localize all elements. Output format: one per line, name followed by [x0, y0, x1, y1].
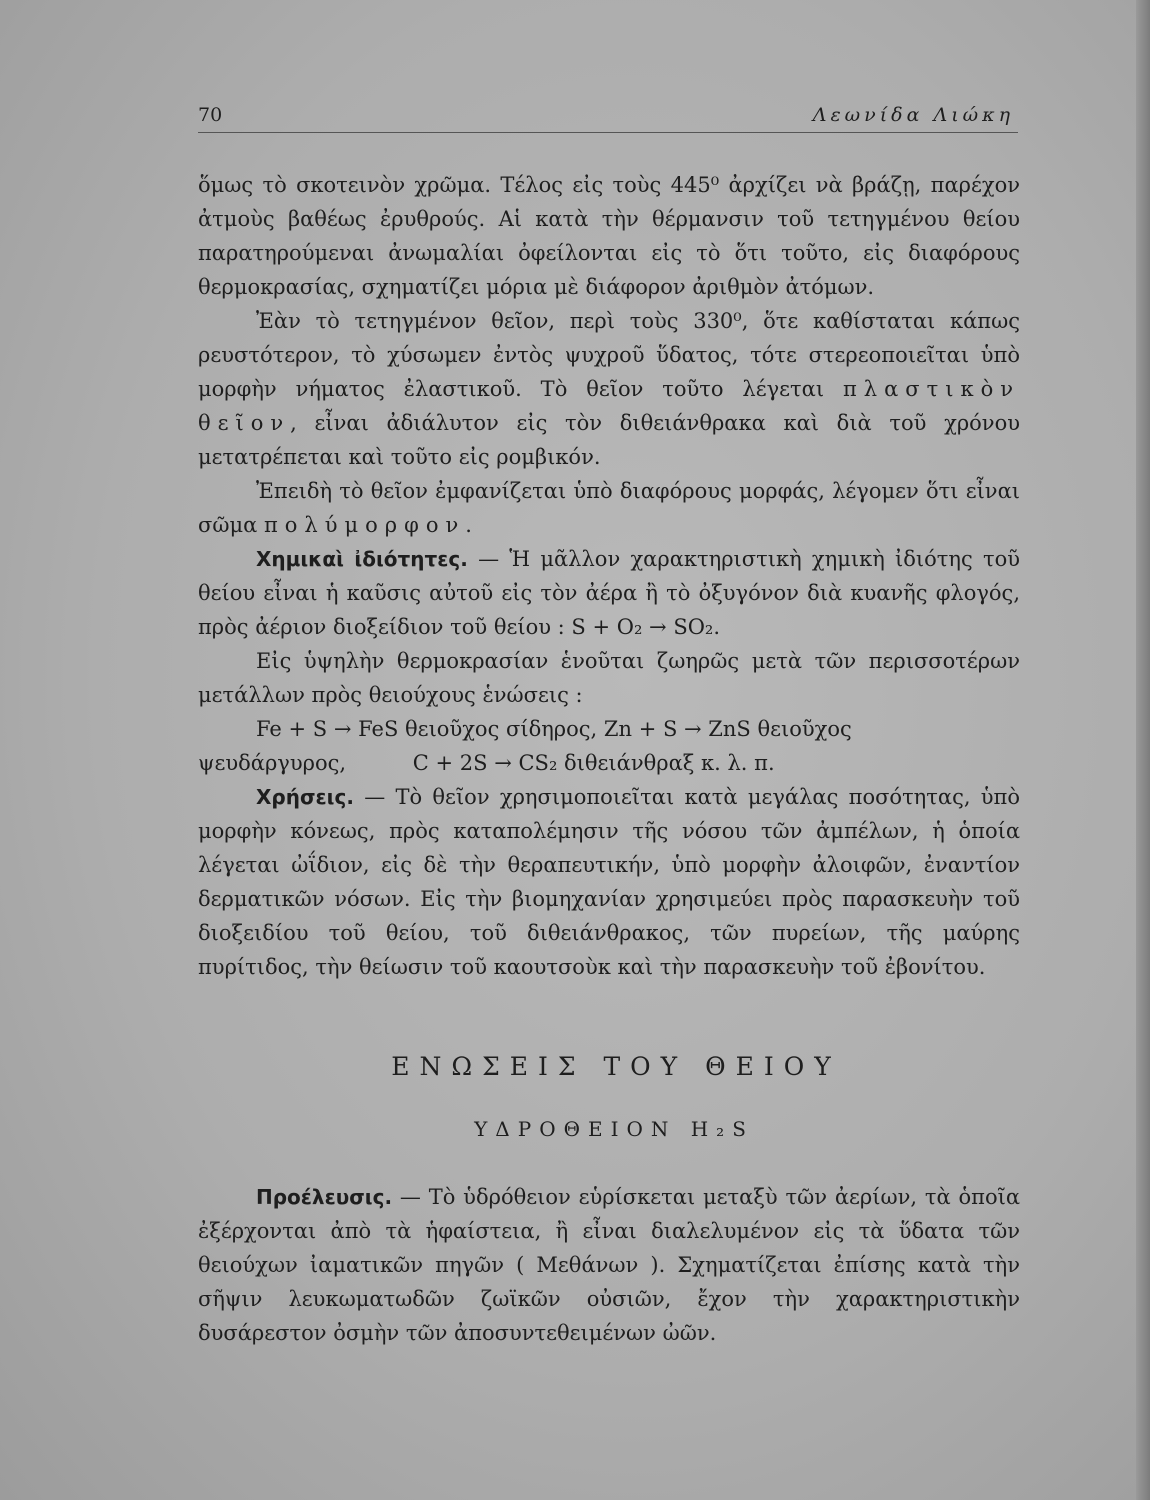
inline-heading: Προέλευσις.: [256, 1185, 393, 1209]
paragraph-text: — Τὸ ὑδρόθειον εὑρίσκεται μεταξὺ τῶν ἀερίων, τὰ ὁποῖα ἐξέρχονται ἀπὸ τὰ ἡφαίστεια, ἢ εἶναι διαλελυμένον εἰς τὰ ὕδατα τῶν θειούχων ἰαματικῶν πηγῶν ( Μεθάνων ). Σχηματίζεται ἐπίσης κατὰ τὴν σῆψιν λευκωματωδῶν ζωϊκῶν οὐσιῶν, ἔχον τὴν χαρακτηριστικὴν δυσάρεστον ὀσμὴν τῶν ἀποσυντεθειμένων ὠῶν.: [198, 1185, 1020, 1345]
spaced-term: πλαστικὸν θεῖον: [198, 377, 1020, 435]
inline-heading: Χημικαὶ ἰδιότητες.: [256, 547, 468, 571]
formula-line: ψευδάργυρος, C + 2S → CS₂ διθειάνθραξ κ. λ. π.: [198, 751, 775, 775]
paragraph-text: Ἐπειδὴ τὸ θεῖον ἐμφανίζεται ὑπὸ διαφόρους μορφάς, λέγομεν ὅτι εἶναι σῶμα: [198, 479, 1020, 537]
page-body: [198, 168, 1020, 1350]
paragraph-text: — Τὸ θεῖον χρησιμοποιεῖται κατὰ μεγάλας ποσότητας, ὑπὸ μορφὴν κόνεως, πρὸς καταπολέμησιν τῆς νόσου τῶν ἀμπέλων, ἡ ὁποία λέγεται ὠΐδιον, εἰς δὲ τὴν θεραπευτικήν, ὑπὸ μορφὴν ἀλοιφῶν, ἐναντίον δερματικῶν νόσων. Εἰς τὴν βιομηχανίαν χρησιμεύει πρὸς παρασκευὴν τοῦ διοξειδίου τοῦ θείου, τοῦ διθειάνθρακος, τῶν πυρείων, τῆς μαύρης πυρίτιδος, τὴν θείωσιν τοῦ καουτσοὺκ καὶ τὴν παρασκευὴν τοῦ ἐβονίτου.: [198, 785, 1020, 979]
spaced-term: πολύμορφον: [263, 513, 466, 537]
paragraph-text: — Ἡ μᾶλλον χαρακτηριστικὴ χημικὴ ἰδιότης τοῦ θείου εἶναι ἡ καῦσις αὐτοῦ εἰς τὸν ἀέρα ἢ τὸ ὀξυγόνον διὰ κυανῆς φλογός, πρὸς ἀέριον διοξείδιον τοῦ θείου : S + O₂ → SO₂.: [198, 547, 1020, 639]
page-header: [198, 100, 1018, 133]
page-number: 70: [198, 104, 223, 126]
subsection-heading: ΥΔΡΟΘΕΙΟΝ H₂S: [474, 1117, 754, 1141]
paragraph-plastic-sulfur: [198, 304, 1020, 474]
paragraph-uses: [198, 780, 1020, 984]
paragraph: Εἰς ὑψηλὴν θερμοκρασίαν ἑνοῦται ζωηρῶς μετὰ τῶν περισσοτέρων μετάλλων πρὸς θειούχους ἑνώσεις :: [198, 649, 1020, 707]
paragraph-chemical-properties: [198, 542, 1020, 644]
paragraph: ὅμως τὸ σκοτεινὸν χρῶμα. Τέλος εἰς τοὺς 445⁰ ἀρχίζει νὰ βράζῃ, παρέχον ἀτμοὺς βαθέως ἐρυθρούς. Αἱ κατὰ τὴν θέρμανσιν τοῦ τετηγμένου θείου παρατηρούμεναι ἀνωμαλίαι ὀφείλονται εἰς τὸ ὅτι τοῦτο, εἰς διαφόρους θερμοκρασίας, σχηματίζει μόρια μὲ διάφορον ἀριθμὸν ἀτόμων.: [198, 173, 1020, 299]
paragraph-text: Ἐὰν τὸ τετηγμένον θεῖον, περὶ τοὺς 330⁰, ὅτε καθίσταται κάπως ρευστότερον, τὸ χύσωμεν ἐντὸς ψυχροῦ ὕδατος, τότε στερεοποιεῖται ὑπὸ μορφὴν νήματος ἐλαστικοῦ. Τὸ θεῖον τοῦτο λέγεται: [198, 309, 1020, 401]
paragraph-origin: [198, 1180, 1020, 1350]
running-head: Λεωνίδα Λιώκη: [812, 104, 1014, 126]
formula-line: Fe + S → FeS θειοῦχος σίδηρος, Zn + S → ZnS θειοῦχος: [256, 717, 852, 741]
section-heading: ΕΝΩΣΕΙΣ ΤΟΥ ΘΕΙΟΥ: [391, 1052, 841, 1081]
paragraph-polymorph: [198, 474, 1020, 542]
inline-heading: Χρήσεις.: [256, 785, 354, 809]
paragraph-text: , εἶναι ἀδιάλυτον εἰς τὸν διθειάνθρακα καὶ διὰ τοῦ χρόνου μετατρέπεται καὶ τοῦτο εἰς ρομβικόν.: [198, 411, 1020, 469]
paragraph-text: .: [465, 513, 472, 537]
page-edge-shadow: [1136, 0, 1150, 1500]
